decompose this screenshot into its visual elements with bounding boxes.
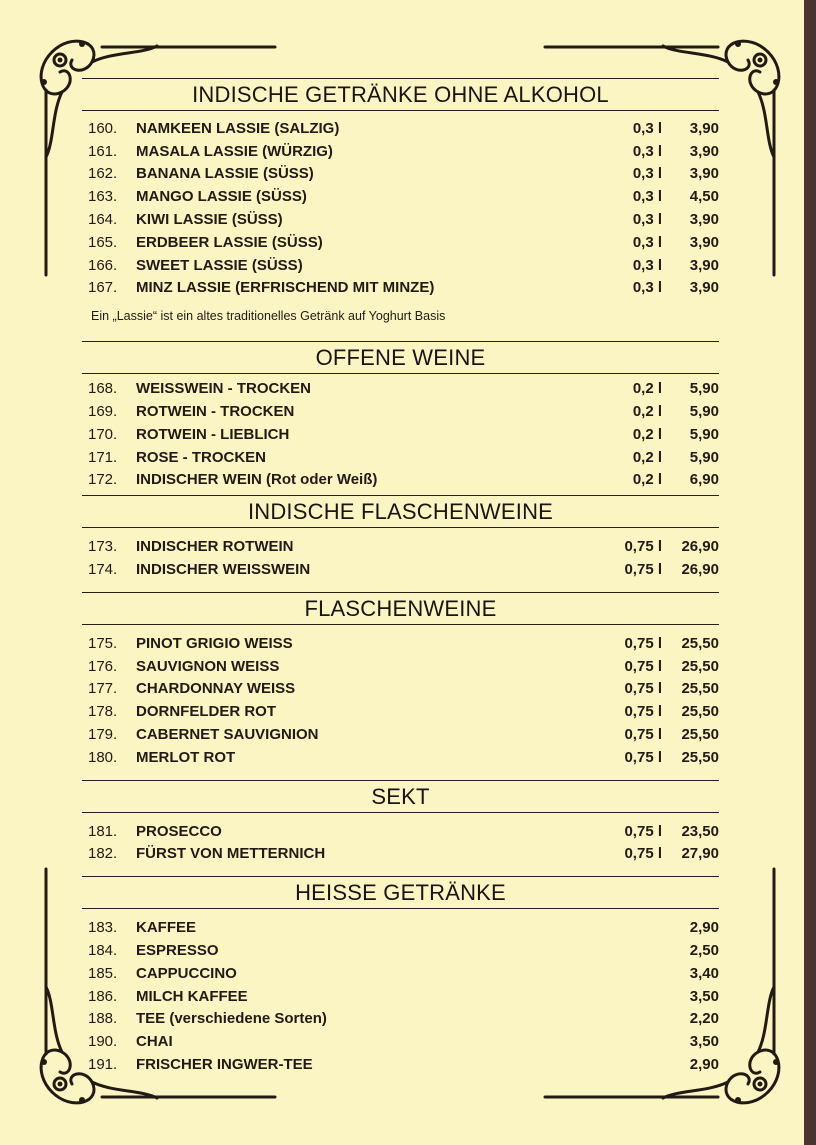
item-volume: 0,75 l xyxy=(624,561,662,579)
item-name: CHARDONNAY WEISS xyxy=(136,680,296,698)
item-volume: 0,2 l xyxy=(632,448,662,466)
menu-item xyxy=(82,655,719,678)
lassie-note: Ein „Lassie“ ist ein altes traditionelles Getränk auf Yoghurt Basis xyxy=(91,309,446,324)
item-name: BANANA LASSIE (SÜSS) xyxy=(136,165,314,183)
item-price: 6,90 xyxy=(689,471,719,489)
menu-section xyxy=(82,592,719,769)
item-list xyxy=(82,111,719,299)
menu-section xyxy=(82,78,719,329)
item-price: 3,90 xyxy=(689,233,719,251)
item-name: SAUVIGNON WEISS xyxy=(136,657,280,675)
menu-item xyxy=(82,1030,719,1053)
item-price: 3,40 xyxy=(689,964,719,982)
item-number: 177. xyxy=(88,680,118,698)
item-number: 168. xyxy=(88,380,118,398)
item-number: 184. xyxy=(88,942,118,960)
item-price: 3,90 xyxy=(689,142,719,160)
item-list xyxy=(82,625,719,769)
item-price: 5,90 xyxy=(689,448,719,466)
item-name: MILCH KAFFEE xyxy=(136,987,248,1005)
item-price: 2,20 xyxy=(689,1010,719,1028)
item-price: 3,90 xyxy=(689,165,719,183)
menu-item xyxy=(82,632,719,655)
item-price: 23,50 xyxy=(681,822,719,840)
menu-item xyxy=(82,117,719,140)
menu-item xyxy=(82,469,719,492)
item-number: 175. xyxy=(88,634,118,652)
item-price: 2,90 xyxy=(689,919,719,937)
menu-section xyxy=(82,876,719,1076)
item-name: MERLOT ROT xyxy=(136,748,236,766)
item-name: ROTWEIN - TROCKEN xyxy=(136,403,295,421)
item-volume: 0,3 l xyxy=(632,188,662,206)
item-number: 186. xyxy=(88,987,118,1005)
item-price: 5,90 xyxy=(689,425,719,443)
item-number: 185. xyxy=(88,964,118,982)
item-name: ROSE - TROCKEN xyxy=(136,448,267,466)
item-volume: 0,2 l xyxy=(632,380,662,398)
item-name: KAFFEE xyxy=(136,919,196,937)
item-number: 178. xyxy=(88,703,118,721)
item-name: PINOT GRIGIO WEISS xyxy=(136,634,293,652)
item-volume: 0,3 l xyxy=(632,279,662,297)
item-price: 27,90 xyxy=(681,845,719,863)
item-price: 25,50 xyxy=(681,703,719,721)
item-volume: 0,3 l xyxy=(632,165,662,183)
item-number: 179. xyxy=(88,726,118,744)
menu-item xyxy=(82,962,719,985)
item-number: 170. xyxy=(88,425,118,443)
menu-item xyxy=(82,535,719,558)
item-price: 26,90 xyxy=(681,538,719,556)
item-volume: 0,3 l xyxy=(632,142,662,160)
item-volume: 0,75 l xyxy=(624,634,662,652)
item-price: 5,90 xyxy=(689,380,719,398)
menu-item xyxy=(82,377,719,400)
item-price: 3,90 xyxy=(689,256,719,274)
item-volume: 0,75 l xyxy=(624,726,662,744)
section-title: INDISCHE GETRÄNKE OHNE ALKOHOL xyxy=(82,78,719,111)
item-list xyxy=(82,813,719,866)
page-edge-strip xyxy=(804,0,816,1145)
item-number: 182. xyxy=(88,845,118,863)
item-number: 165. xyxy=(88,233,118,251)
item-name: FRISCHER INGWER-TEE xyxy=(136,1056,313,1073)
item-volume: 0,75 l xyxy=(624,657,662,675)
item-name: FÜRST VON METTERNICH xyxy=(136,845,326,863)
item-price: 25,50 xyxy=(681,657,719,675)
item-name: CAPPUCCINO xyxy=(136,964,237,982)
item-volume: 0,2 l xyxy=(632,471,662,489)
item-list xyxy=(82,909,719,1076)
item-name: NAMKEEN LASSIE (SALZIG) xyxy=(136,119,340,137)
item-number: 166. xyxy=(88,256,118,274)
item-number: 180. xyxy=(88,748,118,766)
item-number: 162. xyxy=(88,165,118,183)
item-volume: 0,75 l xyxy=(624,680,662,698)
item-number: 169. xyxy=(88,403,118,421)
item-name: TEE (verschiedene Sorten) xyxy=(136,1010,327,1028)
item-number: 173. xyxy=(88,538,118,556)
item-number: 161. xyxy=(88,142,118,160)
menu-item xyxy=(82,700,719,723)
item-name: ERDBEER LASSIE (SÜSS) xyxy=(136,233,323,251)
item-price: 25,50 xyxy=(681,634,719,652)
menu-section xyxy=(82,495,719,581)
menu-item xyxy=(82,446,719,469)
item-list xyxy=(82,374,719,491)
item-name: PROSECCO xyxy=(136,822,222,840)
item-price: 25,50 xyxy=(681,680,719,698)
item-name: CABERNET SAUVIGNION xyxy=(136,726,319,744)
section-title: OFFENE WEINE xyxy=(82,341,719,374)
item-volume: 0,3 l xyxy=(632,233,662,251)
menu-item xyxy=(82,231,719,254)
item-name: CHAI xyxy=(136,1033,173,1051)
item-name: MINZ LASSIE (ERFRISCHEND MIT MINZE) xyxy=(136,279,435,297)
menu-item xyxy=(82,916,719,939)
menu-item xyxy=(82,1053,719,1076)
item-number: 190. xyxy=(88,1033,118,1051)
item-name: WEISSWEIN - TROCKEN xyxy=(136,380,311,398)
menu-item xyxy=(82,843,719,866)
item-name: INDISCHER WEIN (Rot oder Weiß) xyxy=(136,471,378,489)
item-list xyxy=(82,528,719,581)
menu-item xyxy=(82,985,719,1008)
item-number: 191. xyxy=(88,1056,118,1073)
menu-section xyxy=(82,341,719,491)
menu-item xyxy=(82,746,719,769)
item-number: 174. xyxy=(88,561,118,579)
section-title: FLASCHENWEINE xyxy=(82,592,719,625)
menu-item xyxy=(82,423,719,446)
item-number: 188. xyxy=(88,1010,118,1028)
item-volume: 0,3 l xyxy=(632,119,662,137)
item-name: KIWI LASSIE (SÜSS) xyxy=(136,211,283,229)
item-price: 3,50 xyxy=(689,1033,719,1051)
item-number: 183. xyxy=(88,919,118,937)
item-volume: 0,75 l xyxy=(624,748,662,766)
menu-item xyxy=(82,163,719,186)
item-name: INDISCHER ROTWEIN xyxy=(136,538,294,556)
item-price: 3,50 xyxy=(689,987,719,1005)
item-name: ROTWEIN - LIEBLICH xyxy=(136,425,290,443)
menu-item xyxy=(82,678,719,701)
item-number: 171. xyxy=(88,448,118,466)
item-price: 2,90 xyxy=(689,1056,719,1073)
item-number: 176. xyxy=(88,657,118,675)
drinks-menu xyxy=(82,78,719,1076)
item-name: MANGO LASSIE (SÜSS) xyxy=(136,188,307,206)
item-price: 25,50 xyxy=(681,748,719,766)
menu-section xyxy=(82,780,719,866)
item-name: SWEET LASSIE (SÜSS) xyxy=(136,256,303,274)
menu-item xyxy=(82,723,719,746)
item-volume: 0,75 l xyxy=(624,822,662,840)
menu-item xyxy=(82,820,719,843)
item-number: 163. xyxy=(88,188,118,206)
item-volume: 0,2 l xyxy=(632,403,662,421)
item-volume: 0,2 l xyxy=(632,425,662,443)
menu-item xyxy=(82,140,719,163)
item-price: 25,50 xyxy=(681,726,719,744)
menu-item xyxy=(82,558,719,581)
menu-item xyxy=(82,185,719,208)
item-price: 4,50 xyxy=(689,188,719,206)
item-volume: 0,75 l xyxy=(624,703,662,721)
item-price: 3,90 xyxy=(689,279,719,297)
menu-item xyxy=(82,1008,719,1031)
menu-item xyxy=(82,208,719,231)
menu-item xyxy=(82,254,719,277)
item-number: 164. xyxy=(88,211,118,229)
section-title: HEISSE GETRÄNKE xyxy=(82,876,719,909)
item-price: 3,90 xyxy=(689,211,719,229)
item-volume: 0,75 l xyxy=(624,845,662,863)
section-title: INDISCHE FLASCHENWEINE xyxy=(82,495,719,528)
item-price: 5,90 xyxy=(689,403,719,421)
item-number: 167. xyxy=(88,279,118,297)
item-price: 2,50 xyxy=(689,942,719,960)
item-name: DORNFELDER ROT xyxy=(136,703,276,721)
menu-item xyxy=(82,277,719,300)
item-name: MASALA LASSIE (WÜRZIG) xyxy=(136,142,333,160)
item-number: 160. xyxy=(88,119,118,137)
item-volume: 0,3 l xyxy=(632,256,662,274)
item-name: ESPRESSO xyxy=(136,942,219,960)
item-price: 26,90 xyxy=(681,561,719,579)
menu-item xyxy=(82,400,719,423)
item-number: 172. xyxy=(88,471,118,489)
item-number: 181. xyxy=(88,822,118,840)
item-volume: 0,3 l xyxy=(632,211,662,229)
section-title: SEKT xyxy=(82,780,719,813)
item-name: INDISCHER WEISSWEIN xyxy=(136,561,311,579)
item-volume: 0,75 l xyxy=(624,538,662,556)
item-price: 3,90 xyxy=(689,119,719,137)
menu-item xyxy=(82,939,719,962)
